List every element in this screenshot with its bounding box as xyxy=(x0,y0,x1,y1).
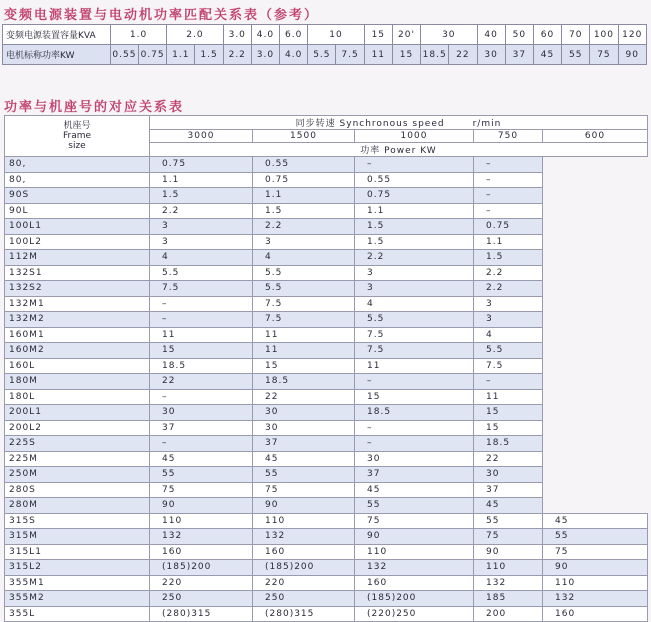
speed-750: 750 xyxy=(474,130,543,143)
power-cell: (280)315 xyxy=(150,606,253,622)
frame-label-size: size xyxy=(68,141,86,151)
power-cell: 3 xyxy=(150,234,253,250)
matching-table xyxy=(2,24,647,65)
power-cell: 45 xyxy=(543,513,648,529)
frame-size-header xyxy=(5,116,150,157)
power-cell: – xyxy=(355,420,474,436)
power-cell: 5.5 xyxy=(253,281,355,297)
kva-cell: 3.0 xyxy=(223,25,251,45)
frame-size-cell: 160L xyxy=(5,358,150,374)
power-cell: 2.2 xyxy=(474,281,543,297)
power-cell: 18.5 xyxy=(474,436,543,452)
power-cell: 4 xyxy=(150,250,253,266)
kva-cell: 120 xyxy=(618,25,646,45)
power-cell: 90 xyxy=(150,498,253,514)
power-cell: 0.55 xyxy=(355,172,474,188)
kw-cell: 0.75 xyxy=(139,45,167,65)
kva-cell: 15 xyxy=(364,25,392,45)
power-cell: 1.1 xyxy=(355,203,474,219)
kw-cell: 2.2 xyxy=(223,45,251,65)
table-row xyxy=(5,157,648,173)
power-cell: 0.75 xyxy=(150,157,253,173)
kva-cell: 40 xyxy=(477,25,505,45)
frame-size-cell: 315L2 xyxy=(5,560,150,576)
power-cell: 30 xyxy=(253,420,355,436)
frame-size-cell: 100L2 xyxy=(5,234,150,250)
frame-size-cell: 355M1 xyxy=(5,575,150,591)
kw-row xyxy=(3,45,647,65)
kva-cell: 10 xyxy=(308,25,364,45)
power-cell: 7.5 xyxy=(253,296,355,312)
power-cell: – xyxy=(474,203,543,219)
power-cell: (220)250 xyxy=(355,606,474,622)
power-cell: – xyxy=(150,389,253,405)
kva-cell: 20' xyxy=(392,25,420,45)
power-cell: 1.5 xyxy=(150,188,253,204)
power-cell: 2.2 xyxy=(474,265,543,281)
power-cell: 75 xyxy=(150,482,253,498)
kw-cell: 55 xyxy=(562,45,590,65)
power-cell: 55 xyxy=(474,513,543,529)
frame-label-cn: 机座号 xyxy=(63,121,91,131)
power-cell: 3 xyxy=(474,312,543,328)
kva-row xyxy=(3,25,647,45)
frame-size-cell: 315M xyxy=(5,529,150,545)
kva-cell: 50 xyxy=(505,25,533,45)
power-cell: 11 xyxy=(355,358,474,374)
kw-row-label: 电机标称功率KW xyxy=(3,45,111,65)
power-cell: 7.5 xyxy=(474,358,543,374)
power-cell: 220 xyxy=(253,575,355,591)
power-cell: 5.5 xyxy=(253,265,355,281)
power-cell: 1.5 xyxy=(355,234,474,250)
kw-cell: 15 xyxy=(392,45,420,65)
power-cell: 22 xyxy=(150,374,253,390)
power-cell: – xyxy=(474,157,543,173)
power-cell: 250 xyxy=(150,591,253,607)
power-cell: 1.5 xyxy=(253,203,355,219)
power-cell: 75 xyxy=(543,544,648,560)
power-cell: (185)200 xyxy=(355,591,474,607)
power-cell: 45 xyxy=(474,498,543,514)
power-cell: – xyxy=(474,188,543,204)
power-cell: 3 xyxy=(355,281,474,297)
kw-cell: 45 xyxy=(533,45,561,65)
power-cell: 110 xyxy=(543,575,648,591)
kw-cell: 22 xyxy=(449,45,477,65)
power-cell: 37 xyxy=(355,467,474,483)
power-cell: 45 xyxy=(355,482,474,498)
speed-1000: 1000 xyxy=(355,130,474,143)
section-title-frame-power: 功率与机座号的对应关系表 xyxy=(4,100,185,115)
power-cell: 5.5 xyxy=(355,312,474,328)
power-cell: 250 xyxy=(253,591,355,607)
table-row xyxy=(5,544,648,560)
power-header: 功率 Power KW xyxy=(150,143,648,157)
power-cell: 132 xyxy=(150,529,253,545)
kw-cell: 4.0 xyxy=(280,45,308,65)
speed-600: 600 xyxy=(543,130,648,143)
power-cell: 160 xyxy=(543,606,648,622)
power-cell: 15 xyxy=(474,405,543,421)
kw-cell: 7.5 xyxy=(336,45,364,65)
kw-cell: 1.5 xyxy=(195,45,223,65)
power-cell: 110 xyxy=(150,513,253,529)
power-cell: 7.5 xyxy=(253,312,355,328)
power-cell: 18.5 xyxy=(150,358,253,374)
power-cell: – xyxy=(150,296,253,312)
power-cell: – xyxy=(474,172,543,188)
power-cell: 18.5 xyxy=(253,374,355,390)
power-cell: 4 xyxy=(253,250,355,266)
power-cell: 37 xyxy=(253,436,355,452)
frame-size-cell: 180M xyxy=(5,374,150,390)
frame-size-cell: 160M2 xyxy=(5,343,150,359)
power-cell: 132 xyxy=(474,575,543,591)
power-cell: 45 xyxy=(253,451,355,467)
kw-cell: 0.55 xyxy=(110,45,138,65)
power-cell: 30 xyxy=(150,405,253,421)
power-cell: 0.75 xyxy=(253,172,355,188)
power-cell: 15 xyxy=(474,420,543,436)
frame-size-cell: 132S2 xyxy=(5,281,150,297)
power-cell: 11 xyxy=(253,327,355,343)
power-cell: 110 xyxy=(474,560,543,576)
speed-3000: 3000 xyxy=(150,130,253,143)
frame-size-cell: 355M2 xyxy=(5,591,150,607)
power-cell: 0.75 xyxy=(474,219,543,235)
power-cell: 160 xyxy=(150,544,253,560)
power-cell: 1.1 xyxy=(253,188,355,204)
power-cell: 4 xyxy=(355,296,474,312)
speed-label: 同步转速 Synchronous speed xyxy=(295,119,445,129)
frame-size-cell: 80, xyxy=(5,157,150,173)
power-cell: 90 xyxy=(474,544,543,560)
table-row xyxy=(5,513,648,529)
kva-cell: 6.0 xyxy=(280,25,308,45)
kva-cell: 2.0 xyxy=(167,25,223,45)
kw-cell: 37 xyxy=(505,45,533,65)
power-cell: 15 xyxy=(253,358,355,374)
frame-size-cell: 132M2 xyxy=(5,312,150,328)
power-cell: 3 xyxy=(253,234,355,250)
kw-cell: 90 xyxy=(618,45,646,65)
power-cell: 30 xyxy=(253,405,355,421)
power-cell: 55 xyxy=(150,467,253,483)
power-cell: – xyxy=(150,312,253,328)
power-cell: 11 xyxy=(474,389,543,405)
frame-size-cell: 112M xyxy=(5,250,150,266)
frame-size-cell: 80, xyxy=(5,172,150,188)
power-cell: 2.2 xyxy=(253,219,355,235)
power-cell: 55 xyxy=(253,467,355,483)
power-cell: 3 xyxy=(474,296,543,312)
kva-cell: 1.0 xyxy=(110,25,166,45)
kva-cell: 60 xyxy=(533,25,561,45)
frame-size-cell: 355L xyxy=(5,606,150,622)
power-cell: 15 xyxy=(355,389,474,405)
power-cell: 1.5 xyxy=(355,219,474,235)
power-cell: 37 xyxy=(474,482,543,498)
kva-row-label: 变频电源装置容量KVA xyxy=(3,25,111,45)
kva-cell: 100 xyxy=(590,25,618,45)
power-cell: 3 xyxy=(355,265,474,281)
power-cell: 7.5 xyxy=(355,343,474,359)
frame-size-cell: 250M xyxy=(5,467,150,483)
power-cell: 37 xyxy=(150,420,253,436)
power-cell: 45 xyxy=(150,451,253,467)
frame-size-cell: 132M1 xyxy=(5,296,150,312)
power-cell: 75 xyxy=(474,529,543,545)
frame-size-cell: 315S xyxy=(5,513,150,529)
table-row xyxy=(5,529,648,545)
kw-cell: 18.5 xyxy=(421,45,449,65)
frame-size-cell: 280M xyxy=(5,498,150,514)
power-cell: 55 xyxy=(543,529,648,545)
frame-power-table xyxy=(4,115,648,622)
empty-600-column xyxy=(543,157,648,514)
frame-size-cell: 225M xyxy=(5,451,150,467)
frame-size-cell: 100L1 xyxy=(5,219,150,235)
power-cell: 110 xyxy=(355,544,474,560)
power-cell: 22 xyxy=(474,451,543,467)
power-cell: 4 xyxy=(474,327,543,343)
power-cell: (185)200 xyxy=(253,560,355,576)
power-cell: 185 xyxy=(474,591,543,607)
power-cell: 0.55 xyxy=(253,157,355,173)
power-cell: – xyxy=(355,157,474,173)
power-cell: 5.5 xyxy=(474,343,543,359)
frame-size-cell: 200L2 xyxy=(5,420,150,436)
frame-size-cell: 132S1 xyxy=(5,265,150,281)
frame-size-cell: 180L xyxy=(5,389,150,405)
power-cell: – xyxy=(150,436,253,452)
power-cell: 1.5 xyxy=(474,250,543,266)
power-cell: 55 xyxy=(355,498,474,514)
power-cell: 1.1 xyxy=(474,234,543,250)
power-cell: 30 xyxy=(355,451,474,467)
power-cell: – xyxy=(474,374,543,390)
speed-header xyxy=(150,116,648,130)
power-cell: 7.5 xyxy=(150,281,253,297)
power-cell: (185)200 xyxy=(150,560,253,576)
kw-cell: 3.0 xyxy=(251,45,279,65)
frame-size-cell: 200L1 xyxy=(5,405,150,421)
kw-cell: 75 xyxy=(590,45,618,65)
power-cell: 132 xyxy=(253,529,355,545)
page-title-matching-table: 变频电源装置与电动机功率匹配关系表（参考） xyxy=(4,8,320,23)
power-cell: 160 xyxy=(355,575,474,591)
table-row xyxy=(5,560,648,576)
table-row xyxy=(5,606,648,622)
kw-cell: 30 xyxy=(477,45,505,65)
power-cell: 110 xyxy=(253,513,355,529)
power-cell: 11 xyxy=(150,327,253,343)
frame-size-cell: 90L xyxy=(5,203,150,219)
power-cell: 30 xyxy=(474,467,543,483)
power-cell: 200 xyxy=(474,606,543,622)
power-cell: 11 xyxy=(253,343,355,359)
frame-size-cell: 90S xyxy=(5,188,150,204)
kw-cell: 11 xyxy=(364,45,392,65)
power-cell: 0.75 xyxy=(355,188,474,204)
power-cell: 18.5 xyxy=(355,405,474,421)
power-cell: 75 xyxy=(355,513,474,529)
power-cell: 5.5 xyxy=(150,265,253,281)
kw-cell: 5.5 xyxy=(308,45,336,65)
speed-1500: 1500 xyxy=(253,130,355,143)
power-cell: 2.2 xyxy=(355,250,474,266)
frame-size-cell: 160M1 xyxy=(5,327,150,343)
table-row xyxy=(5,591,648,607)
kva-cell: 70 xyxy=(562,25,590,45)
power-cell: 90 xyxy=(355,529,474,545)
frame-size-cell: 315L1 xyxy=(5,544,150,560)
power-cell: 2.2 xyxy=(150,203,253,219)
power-cell: 7.5 xyxy=(355,327,474,343)
power-cell: 132 xyxy=(543,591,648,607)
power-cell: 160 xyxy=(253,544,355,560)
kva-cell: 4.0 xyxy=(251,25,279,45)
power-cell: 132 xyxy=(355,560,474,576)
power-cell: 90 xyxy=(253,498,355,514)
power-cell: 90 xyxy=(543,560,648,576)
kva-cell: 30 xyxy=(421,25,477,45)
power-cell: 1.1 xyxy=(150,172,253,188)
power-cell: 220 xyxy=(150,575,253,591)
frame-size-cell: 225S xyxy=(5,436,150,452)
frame-size-cell: 280S xyxy=(5,482,150,498)
power-cell: 22 xyxy=(253,389,355,405)
power-cell: 15 xyxy=(150,343,253,359)
kw-cell: 1.1 xyxy=(167,45,195,65)
speed-unit: r/min xyxy=(472,119,502,129)
table-row xyxy=(5,575,648,591)
frame-label-en: Frame xyxy=(62,131,92,141)
power-cell: (280)315 xyxy=(253,606,355,622)
power-cell: – xyxy=(355,436,474,452)
power-cell: 3 xyxy=(150,219,253,235)
frame-power-body xyxy=(5,157,648,622)
power-cell: 75 xyxy=(253,482,355,498)
power-cell: – xyxy=(355,374,474,390)
